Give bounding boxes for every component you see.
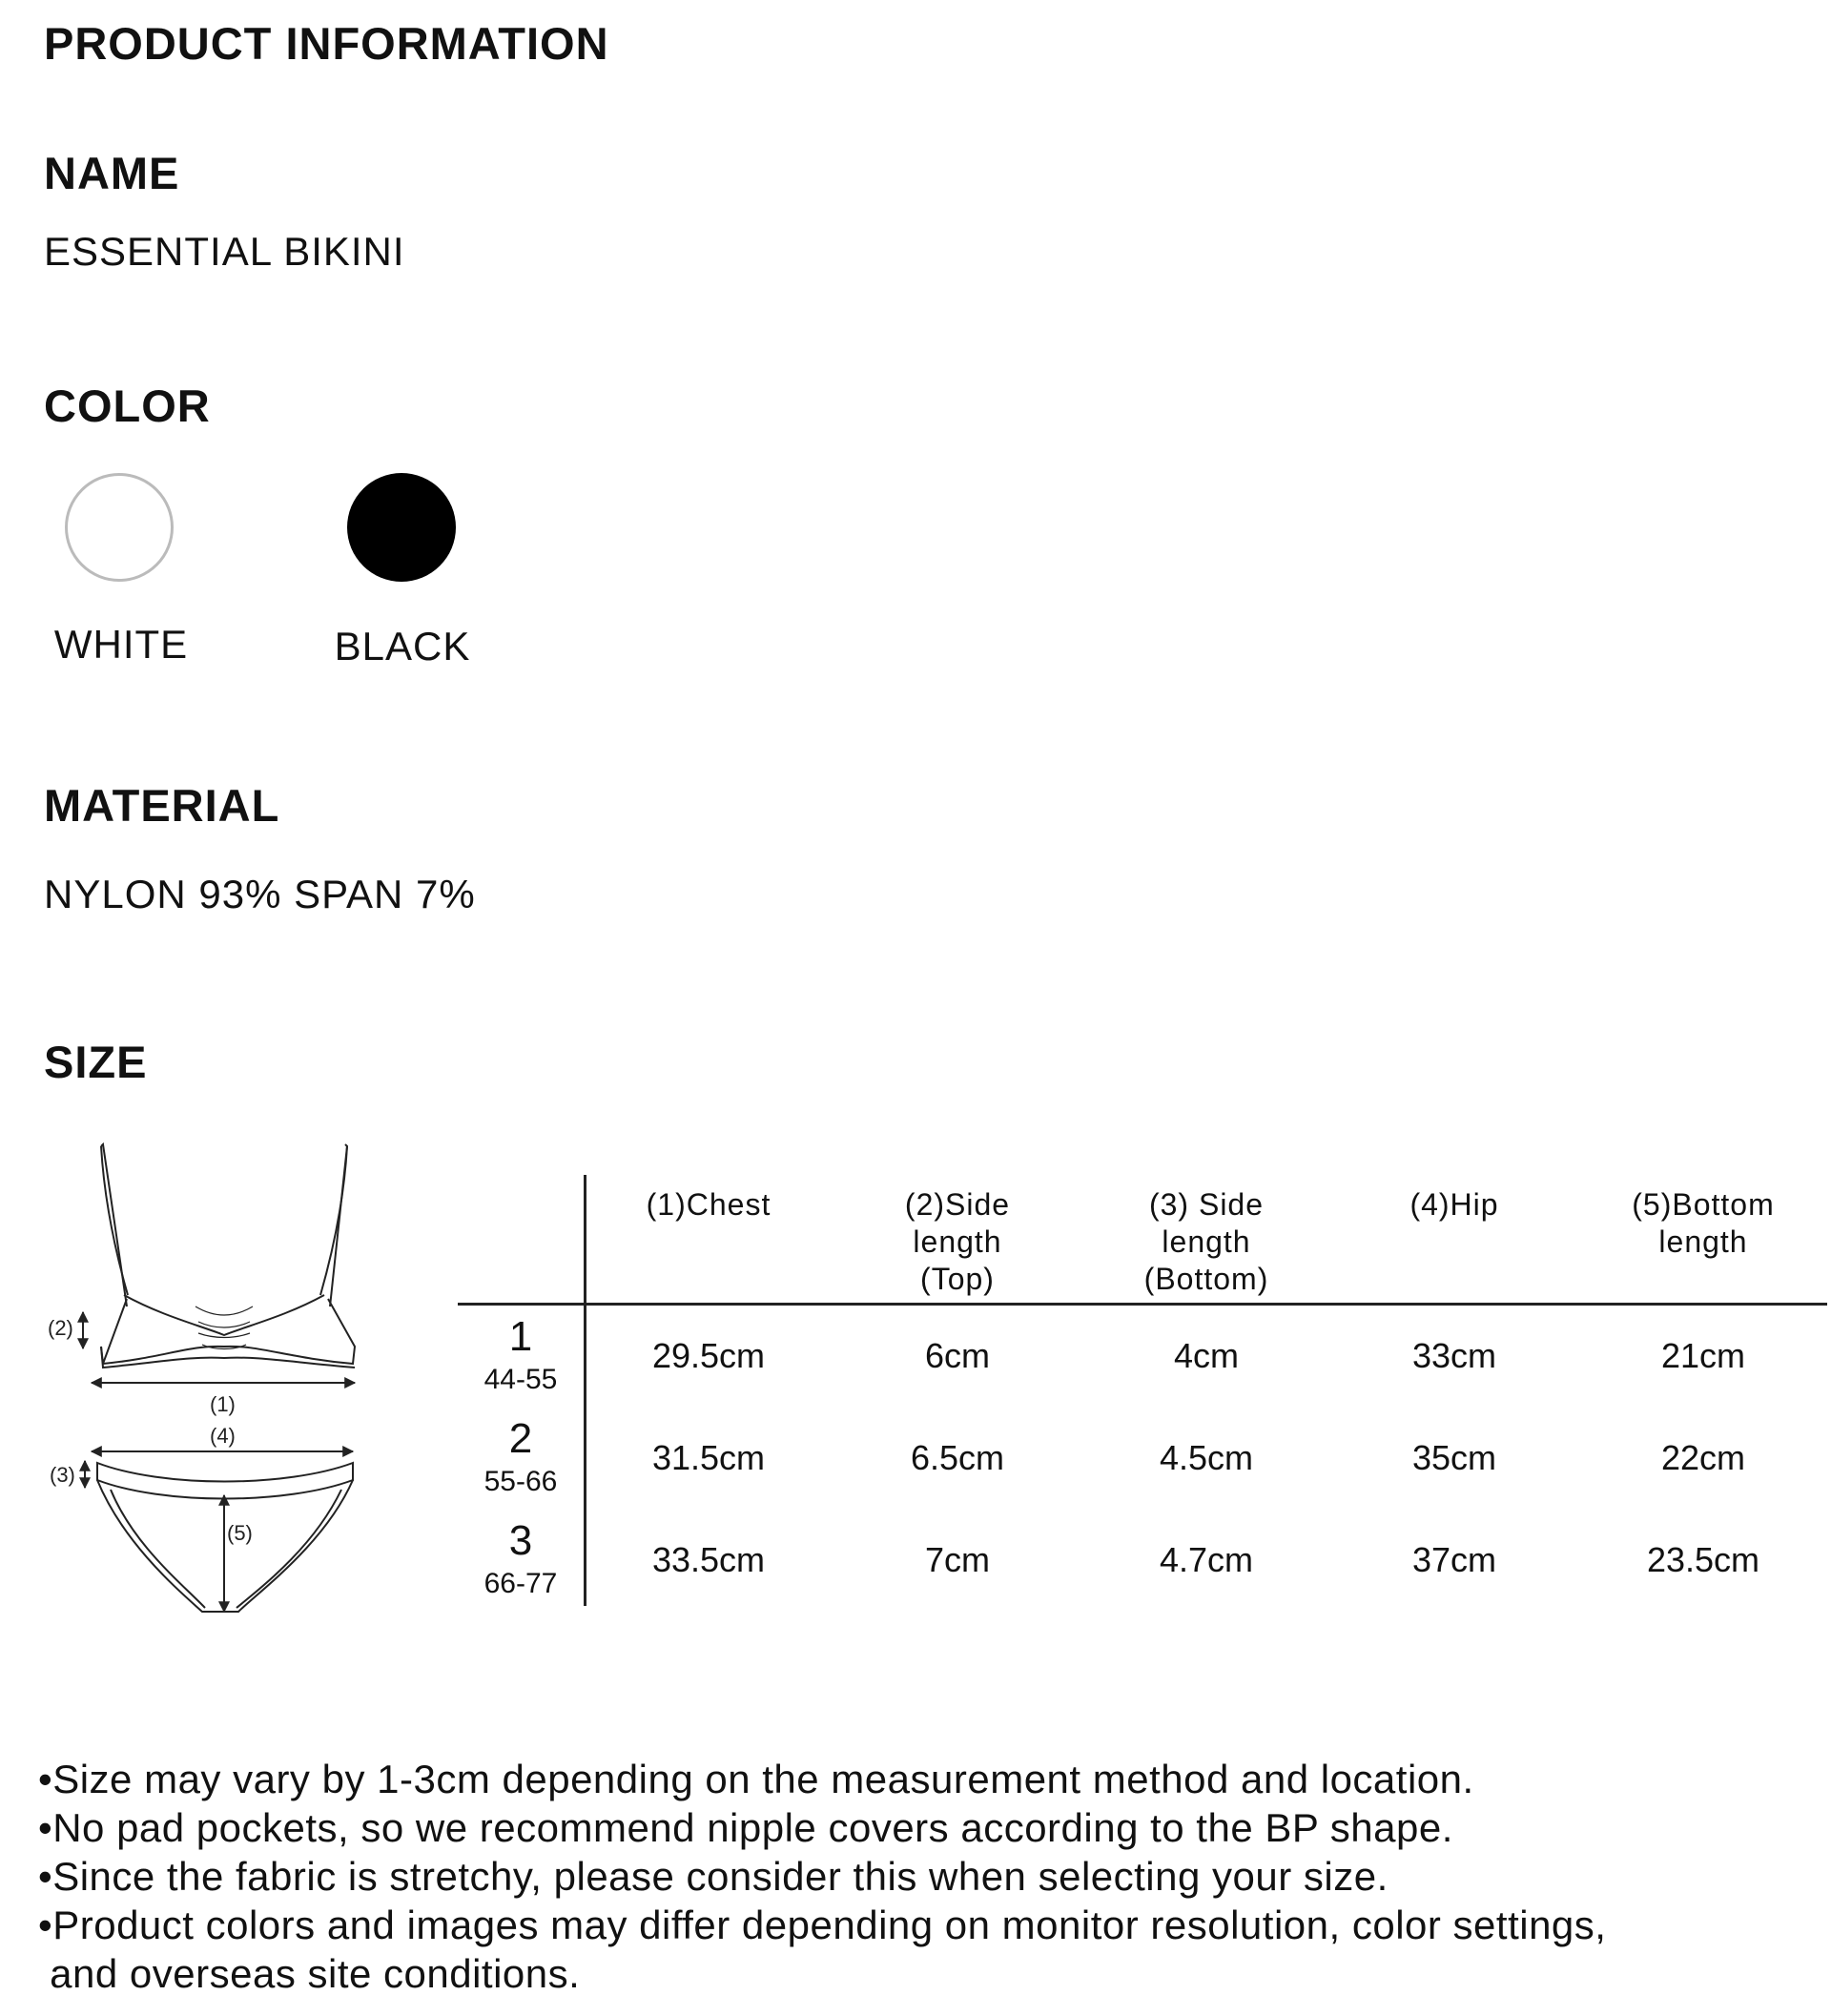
bikini-measurement-diagram <box>38 1135 381 1631</box>
diagram-label-1: (1) <box>210 1392 236 1416</box>
note-line: and overseas site conditions. <box>38 1951 581 1996</box>
note-line: •No pad pockets, so we recommend nipple covers according to the BP shape. <box>38 1805 1453 1850</box>
table-cell: 29.5cm <box>651 1336 766 1375</box>
table-cell: 21cm <box>1660 1336 1746 1375</box>
note-line: •Product colors and images may differ depending on monitor resolution, color settings, <box>38 1903 1607 1947</box>
diagram-label-5: (5) <box>227 1521 253 1545</box>
table-cell: 33.5cm <box>651 1540 766 1579</box>
table-cell: 6cm <box>924 1336 990 1375</box>
column-header-hip: (4)Hip <box>1409 1187 1499 1222</box>
note-line: •Size may vary by 1-3cm depending on the measurement method and location. <box>38 1757 1474 1801</box>
diagram-label-3: (3) <box>50 1463 75 1487</box>
size-2-label: 2 <box>508 1415 533 1462</box>
table-cell: 31.5cm <box>651 1438 766 1477</box>
table-header-divider <box>458 1303 1827 1306</box>
table-cell: 33cm <box>1411 1336 1497 1375</box>
diagram-label-4: (4) <box>210 1424 236 1448</box>
note-line: •Since the fabric is stretchy, please consider this when selecting your size. <box>38 1854 1389 1899</box>
table-cell: 23.5cm <box>1646 1540 1760 1579</box>
column-header-side-length-bottom: (3) Side length (Bottom) <box>1143 1187 1269 1296</box>
color-heading: COLOR <box>44 381 211 431</box>
color-swatch-black[interactable] <box>347 473 456 582</box>
table-cell: 22cm <box>1660 1438 1746 1477</box>
table-cell: 4cm <box>1173 1336 1239 1375</box>
size-3-range: 66-77 <box>483 1568 558 1599</box>
diagram-label-2: (2) <box>48 1316 73 1340</box>
column-header-side-length-top: (2)Side length (Top) <box>904 1187 1011 1296</box>
table-cell: 37cm <box>1411 1540 1497 1579</box>
material-value: NYLON 93% SPAN 7% <box>44 872 476 916</box>
color-swatch-white[interactable] <box>65 473 174 582</box>
size-1-range: 44-55 <box>483 1364 558 1395</box>
table-cell: 6.5cm <box>910 1438 1005 1477</box>
size-2-range: 55-66 <box>483 1466 558 1497</box>
size-3-label: 3 <box>508 1517 533 1564</box>
color-label-white: WHITE <box>53 622 189 667</box>
size-1-label: 1 <box>508 1313 533 1360</box>
page-title: PRODUCT INFORMATION <box>44 18 609 69</box>
product-name: ESSENTIAL BIKINI <box>44 229 405 274</box>
table-cell: 35cm <box>1411 1438 1497 1477</box>
column-header-bottom-length: (5)Bottom length <box>1632 1187 1775 1259</box>
size-heading: SIZE <box>44 1037 148 1087</box>
table-cell: 7cm <box>924 1540 990 1579</box>
table-vertical-divider <box>584 1175 586 1606</box>
color-label-black: BLACK <box>334 624 471 669</box>
material-heading: MATERIAL <box>44 780 280 831</box>
name-heading: NAME <box>44 148 180 198</box>
column-header-chest: (1)Chest <box>646 1187 771 1222</box>
strap-left-icon <box>101 1144 127 1306</box>
table-cell: 4.7cm <box>1159 1540 1254 1579</box>
table-cell: 4.5cm <box>1159 1438 1254 1477</box>
